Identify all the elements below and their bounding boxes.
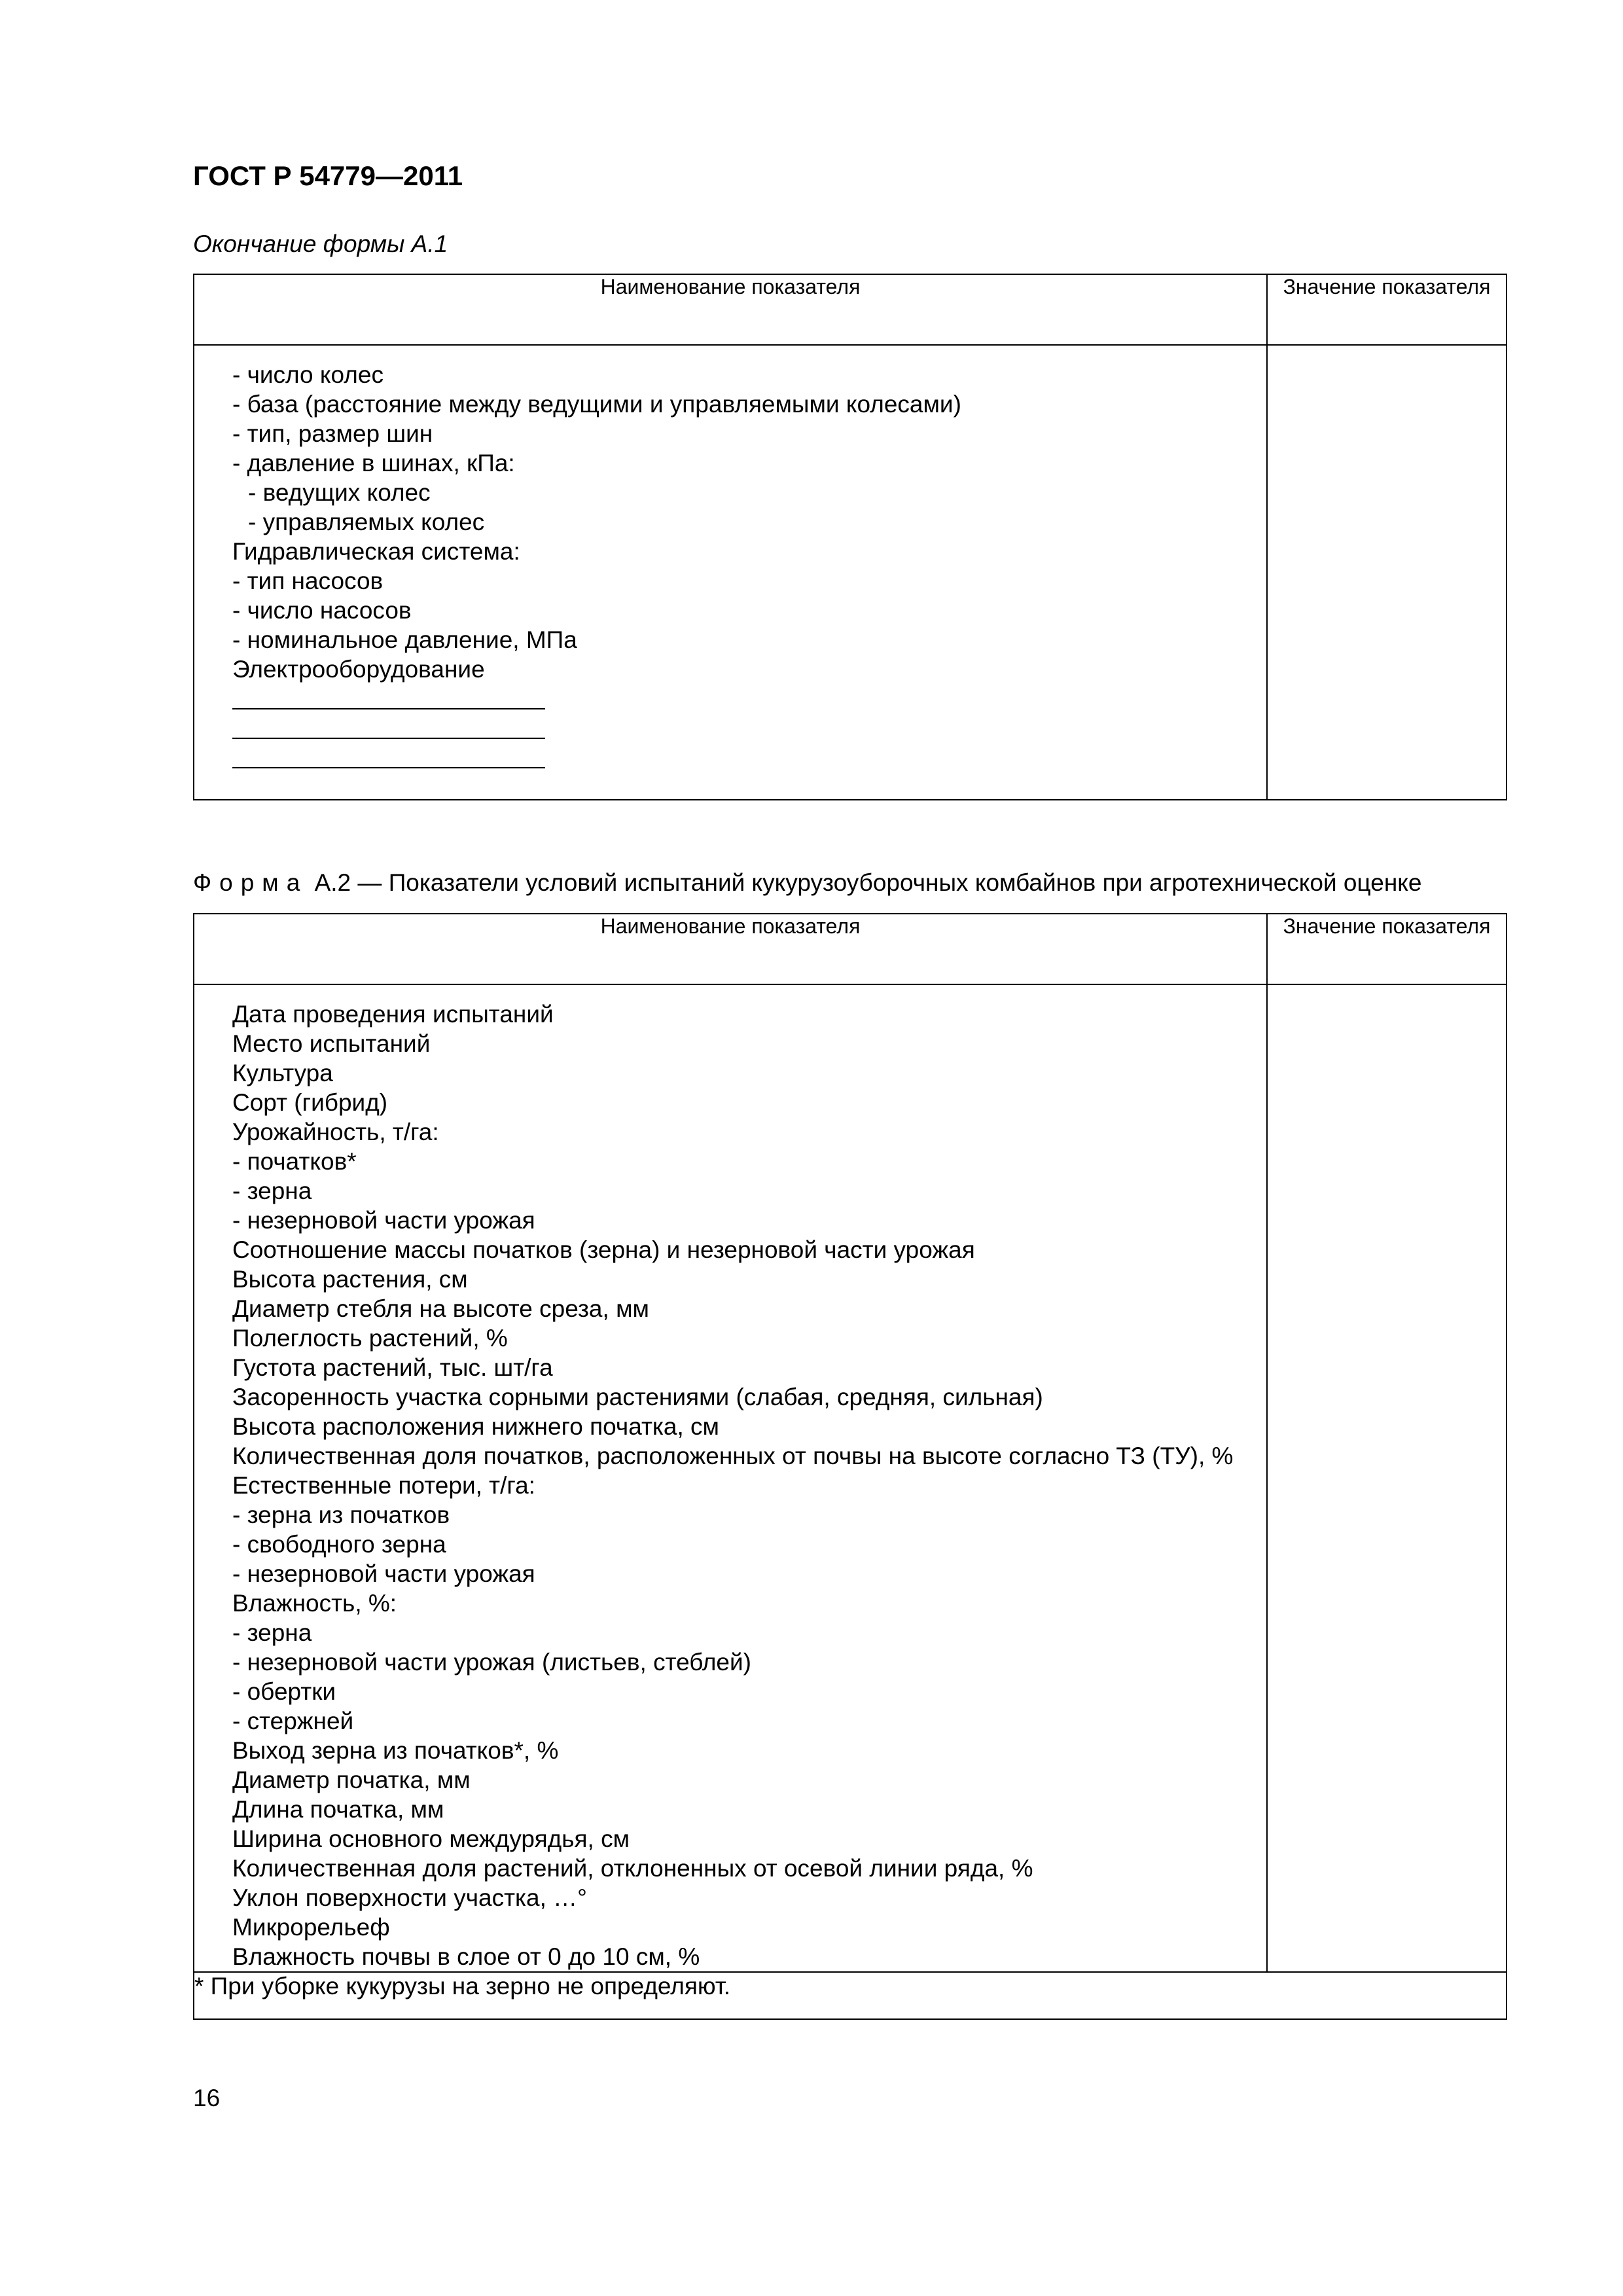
list-item: - управляемых колес (248, 509, 485, 535)
list-item: Соотношение массы початков (зерна) и незерновой части урожая (232, 1236, 975, 1263)
table-header-row (194, 274, 1507, 345)
column-header-value: Значение показателя (1267, 914, 1507, 984)
blank-line (232, 743, 545, 772)
list-item: Количественная доля початков, расположенных от почвы на высоте согласно ТЗ (ТУ), % (232, 1443, 1234, 1469)
indicator-values-cell (1267, 345, 1507, 800)
list-item: - обертки (232, 1678, 336, 1705)
indicator-names-cell (194, 345, 1267, 800)
list-item: Выход зерна из початков*, % (232, 1737, 559, 1764)
list-item: Уклон поверхности участка, …° (232, 1884, 587, 1911)
form-a2-table (193, 913, 1507, 2020)
list-item: Гидравлическая система: (232, 538, 520, 565)
list-item: Количественная доля растений, отклоненных от осевой линии ряда, % (232, 1855, 1033, 1882)
blank-line (232, 713, 545, 743)
list-item: Засоренность участка сорными растениями (слабая, средняя, сильная) (232, 1384, 1043, 1410)
list-item: Диаметр початка, мм (232, 1767, 471, 1793)
list-item: - зерна (232, 1177, 312, 1204)
table-header-row (194, 914, 1507, 984)
list-item: - свободного зерна (232, 1531, 446, 1558)
list-item: Микрорельеф (232, 1914, 390, 1941)
blank-line (232, 684, 545, 713)
list-item: - число насосов (232, 597, 412, 624)
list-item: Полеглость растений, % (232, 1325, 508, 1352)
column-header-name: Наименование показателя (194, 914, 1267, 984)
list-item: - тип, размер шин (232, 420, 433, 447)
list-item: - зерна (232, 1619, 312, 1646)
footnote: * При уборке кукурузы на зерно не определяют. (194, 1972, 1507, 2019)
list-item: - число колес (232, 361, 383, 388)
indicator-names-cell (194, 984, 1267, 1972)
list-item: - давление в шинах, кПа: (232, 450, 515, 476)
page-number: 16 (193, 2085, 221, 2111)
list-item: - номинальное давление, МПа (232, 626, 577, 653)
standard-title: ГОСТ Р 54779—2011 (193, 160, 463, 191)
list-item: - незерновой части урожая (листьев, стеблей) (232, 1649, 751, 1676)
list-item: Культура (232, 1060, 333, 1086)
table-body-row (194, 984, 1507, 1972)
list-item: Влажность почвы в слое от 0 до 10 см, % (232, 1943, 700, 1970)
list-item: Густота растений, тыс. шт/га (232, 1354, 553, 1381)
list-item: Сорт (гибрид) (232, 1089, 388, 1116)
list-item: - незерновой части урожая (232, 1207, 535, 1234)
indicator-list (194, 346, 1266, 772)
column-header-name: Наименование показателя (194, 274, 1267, 345)
list-item: - ведущих колес (248, 479, 431, 506)
form-label: Форма (193, 869, 308, 896)
list-item: Высота расположения нижнего початка, см (232, 1413, 719, 1440)
list-item: Диаметр стебля на высоте среза, мм (232, 1295, 649, 1322)
list-item: Электрооборудование (232, 656, 485, 683)
list-item: Длина початка, мм (232, 1796, 444, 1823)
list-item: - зерна из початков (232, 1501, 450, 1528)
form-a1-table (193, 274, 1507, 800)
list-item: - база (расстояние между ведущими и управляемыми колесами) (232, 391, 961, 418)
indicator-list (194, 985, 1266, 1971)
list-item: Ширина основного междурядья, см (232, 1825, 630, 1852)
list-item: - початков* (232, 1148, 357, 1175)
list-item: Дата проведения испытаний (232, 1001, 554, 1028)
form-title-text: А.2 — Показатели условий испытаний кукурузоуборочных комбайнов при агротехнической оценке (308, 869, 1422, 896)
form-continuation-caption: Окончание формы А.1 (193, 230, 448, 257)
table-body-row (194, 345, 1507, 800)
list-item: Урожайность, т/га: (232, 1119, 439, 1145)
list-item: Естественные потери, т/га: (232, 1472, 535, 1499)
list-item: - стержней (232, 1708, 354, 1734)
list-item: Место испытаний (232, 1030, 431, 1057)
list-item: - тип насосов (232, 567, 383, 594)
indicator-values-cell (1267, 984, 1507, 1972)
list-item: Высота растения, см (232, 1266, 468, 1293)
list-item: - незерновой части урожая (232, 1560, 535, 1587)
footnote-row (194, 1972, 1507, 2019)
form-a2-title (193, 869, 1421, 897)
column-header-value: Значение показателя (1267, 274, 1507, 345)
list-item: Влажность, %: (232, 1590, 397, 1617)
